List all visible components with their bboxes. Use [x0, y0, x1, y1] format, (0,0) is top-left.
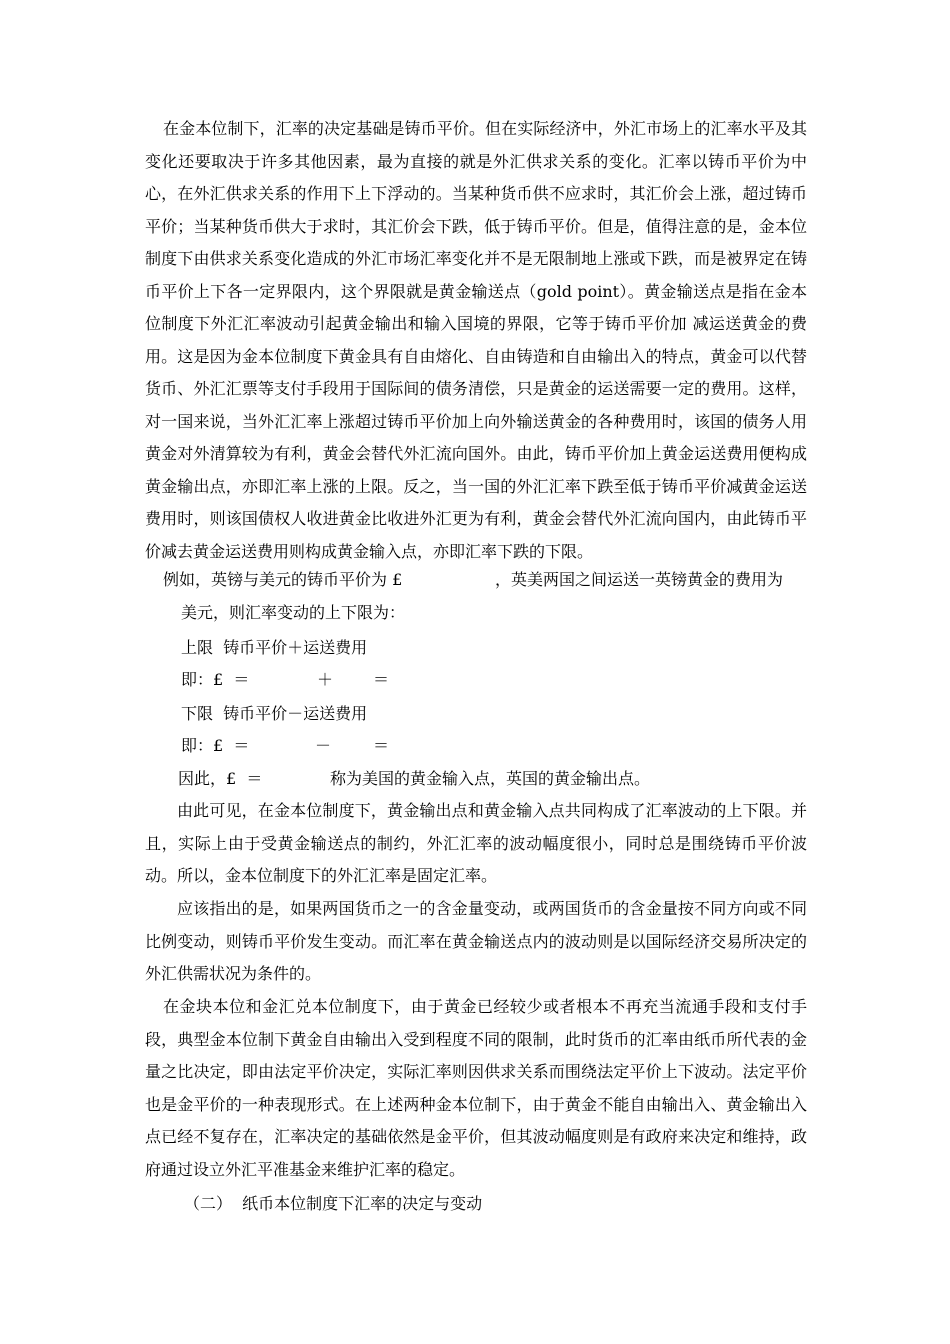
upper-limit-formula-b: ＋	[317, 670, 334, 689]
upper-limit-formula-a: 即：£ ＝	[181, 670, 250, 689]
upper-limit-label: 上限 铸币平价＋运送费用	[181, 638, 368, 657]
lower-limit-formula-a: 即：£ ＝	[181, 736, 250, 755]
paragraph-gold-standard: 在金本位制下，汇率的决定基础是铸币平价。但在实际经济中，外汇市场上的汇率水平及其变化还要取决于许多其他因素，最为直接的就是外汇供求关系的变化。汇率以铸币平价为中心，在外汇供求关系的作用下上下浮动的。当某种货币供不应求时，其汇价会上涨，超过铸币平价；当某种货币供大于求时，其汇价会下跌，低于铸币平价。但是，值得注意的是，金本位制度下由供求关系变化造成的外汇市场汇率变化并不是无限制地上涨或下跌，而是被界定在铸币平价上下各一定界限内，这个界限就是黄金输送点（gold point）。黄金输送点是指在金本位制度下外汇汇率波动引起黄金输出和输入国境的界限，它等于铸币平价加 减运送黄金的费用。这是因为金本位制度下黄金具有自由熔化、自由铸造和自由输出入的特点，黄金可以代替货币、外汇汇票等支付手段用于国际间的债务清偿，只是黄金的运送需要一定的费用。这样，对一国来说，当外汇汇率上涨超过铸币平价加上向外输送黄金的各种费用时，该国的债务人用黄金对外清算较为有利，黄金会替代外汇流向国外。由此，铸币平价加上黄金运送费用便构成黄金输出点，亦即汇率上涨的上限。反之，当一国的外汇汇率下跌至低于铸币平价减黄金运送费用时，则该国债权人收进黄金比收进外汇更为有利，黄金会替代外汇流向国内，由此铸币平价减去黄金运送费用则构成黄金输入点，亦即汇率下跌的下限。	[145, 119, 807, 561]
section-heading: （二） 纸币本位制度下汇率的决定与变动	[184, 1194, 483, 1213]
therefore-line-b: 称为美国的黄金输入点，英国的黄金输出点。	[330, 769, 651, 788]
lower-limit-label: 下限 铸币平价－运送费用	[181, 704, 368, 723]
lower-limit-formula-c: ＝	[373, 736, 390, 755]
example-line-2: 美元，则汇率变动的上下限为：	[181, 603, 406, 622]
example-line-1a: 例如，英镑与美元的铸币平价为 £	[163, 570, 403, 589]
paragraph-gold-bullion: 在金块本位和金汇兑本位制度下，由于黄金已经较少或者根本不再充当流通手段和支付手段，典型金本位制下黄金自由输出入受到程度不同的限制，此时货币的汇率由纸币所代表的金量之比决定，即由法定平价决定，实际汇率则因供求关系而围绕法定平价上下波动。法定平价也是金平价的一种表现形式。在上述两种金本位制下，由于黄金不能自由输出入、黄金输出入点已经不复存在，汇率决定的基础依然是金平价，但其波动幅度则是有政府来决定和维持，政府通过设立外汇平准基金来维护汇率的稳定。	[145, 997, 807, 1179]
therefore-line-a: 因此，£ ＝	[178, 769, 263, 788]
lower-limit-formula-b: －	[315, 736, 332, 755]
example-line-1b: ，英美两国之间运送一英镑黄金的费用为	[495, 570, 784, 589]
upper-limit-formula-c: ＝	[373, 670, 390, 689]
paragraph-conclusion: 由此可见，在金本位制度下，黄金输出点和黄金输入点共同构成了汇率波动的上下限。并且，实际上由于受黄金输送点的制约，外汇汇率的波动幅度很小，同时总是围绕铸币平价波动。所以，金本位制度下的外汇汇率是固定汇率。	[145, 801, 807, 885]
paragraph-parity-change: 应该指出的是，如果两国货币之一的含金量变动，或两国货币的含金量按不同方向或不同比例变动，则铸币平价发生变动。而汇率在黄金输送点内的波动则是以国际经济交易所决定的外汇供需状况为条件的。	[145, 899, 807, 983]
